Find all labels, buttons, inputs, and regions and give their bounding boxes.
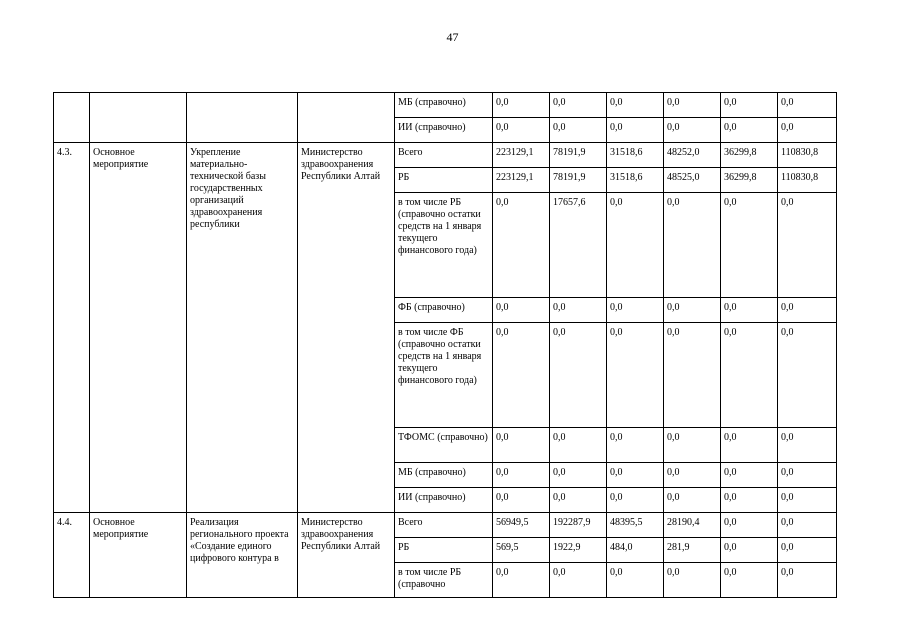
code-cell [54,93,90,143]
table-row [54,513,837,538]
value-cell: 0,0 [778,538,837,563]
value-cell: 0,0 [721,513,778,538]
value-cell: 0,0 [721,323,778,428]
value-cell: 0,0 [607,428,664,463]
value-cell: 0,0 [607,488,664,513]
type-cell [90,93,187,143]
source-cell: ФБ (справочно) [395,298,493,323]
value-cell: 0,0 [664,463,721,488]
value-cell: 0,0 [493,93,550,118]
source-cell: МБ (справочно) [395,463,493,488]
source-cell: Всего [395,143,493,168]
value-cell: 0,0 [493,193,550,298]
value-cell: 0,0 [721,538,778,563]
value-cell: 0,0 [778,488,837,513]
value-cell: 0,0 [493,323,550,428]
source-cell: МБ (справочно) [395,93,493,118]
value-cell: 0,0 [664,563,721,598]
table-row [54,93,837,118]
value-cell: 0,0 [550,323,607,428]
source-cell: Всего [395,513,493,538]
value-cell: 0,0 [721,193,778,298]
value-cell: 223129,1 [493,168,550,193]
value-cell: 0,0 [550,563,607,598]
code-cell: 4.4. [54,513,90,598]
value-cell: 0,0 [778,563,837,598]
name-cell [187,93,298,143]
source-cell: в том числе РБ (справочно [395,563,493,598]
code-cell: 4.3. [54,143,90,513]
value-cell: 0,0 [778,118,837,143]
value-cell: 0,0 [664,298,721,323]
value-cell: 0,0 [493,463,550,488]
value-cell: 0,0 [607,463,664,488]
value-cell: 0,0 [778,463,837,488]
value-cell: 0,0 [778,323,837,428]
page-number: 47 [446,30,459,44]
value-cell: 0,0 [778,298,837,323]
value-cell: 0,0 [721,298,778,323]
name-cell: Укрепление материально-технической базы государственных организаций здравоохранения республики [187,143,298,513]
value-cell: 0,0 [493,298,550,323]
value-cell: 36299,8 [721,143,778,168]
value-cell: 0,0 [493,428,550,463]
value-cell: 0,0 [721,93,778,118]
value-cell: 0,0 [778,193,837,298]
value-cell: 110830,8 [778,168,837,193]
value-cell: 569,5 [493,538,550,563]
value-cell: 0,0 [550,93,607,118]
value-cell: 484,0 [607,538,664,563]
name-cell: Реализация регионального проекта «Создание единого цифрового контура в [187,513,298,598]
source-cell: РБ [395,168,493,193]
value-cell: 0,0 [607,298,664,323]
value-cell: 0,0 [493,118,550,143]
source-cell: ИИ (справочно) [395,488,493,513]
value-cell: 0,0 [550,298,607,323]
value-cell: 48252,0 [664,143,721,168]
budget-table [53,92,837,598]
value-cell: 0,0 [607,193,664,298]
value-cell: 0,0 [721,463,778,488]
source-cell: в том числе ФБ (справочно остатки средств на 1 января текущего финансового года) [395,323,493,428]
value-cell: 78191,9 [550,168,607,193]
source-cell: ТФОМС (справочно) [395,428,493,463]
value-cell: 0,0 [721,428,778,463]
value-cell: 48525,0 [664,168,721,193]
value-cell: 78191,9 [550,143,607,168]
value-cell: 0,0 [493,488,550,513]
value-cell: 0,0 [664,118,721,143]
value-cell: 31518,6 [607,168,664,193]
value-cell: 0,0 [664,488,721,513]
value-cell: 0,0 [721,563,778,598]
value-cell: 0,0 [493,563,550,598]
executor-cell: Министерство здравоохранения Республики Алтай [298,513,395,598]
value-cell: 0,0 [778,513,837,538]
source-cell: РБ [395,538,493,563]
value-cell: 192287,9 [550,513,607,538]
value-cell: 17657,6 [550,193,607,298]
value-cell: 1922,9 [550,538,607,563]
value-cell: 0,0 [778,428,837,463]
value-cell: 36299,8 [721,168,778,193]
type-cell: Основное мероприятие [90,513,187,598]
value-cell: 0,0 [607,118,664,143]
value-cell: 0,0 [664,93,721,118]
value-cell: 0,0 [778,93,837,118]
source-cell: в том числе РБ (справочно остатки средств на 1 января текущего финансового года) [395,193,493,298]
value-cell: 0,0 [550,463,607,488]
value-cell: 281,9 [664,538,721,563]
executor-cell: Министерство здравоохранения Республики Алтай [298,143,395,513]
executor-cell [298,93,395,143]
value-cell: 0,0 [607,93,664,118]
value-cell: 0,0 [550,118,607,143]
value-cell: 0,0 [607,563,664,598]
value-cell: 223129,1 [493,143,550,168]
value-cell: 0,0 [664,323,721,428]
value-cell: 0,0 [550,488,607,513]
source-cell: ИИ (справочно) [395,118,493,143]
value-cell: 0,0 [664,428,721,463]
value-cell: 0,0 [721,118,778,143]
value-cell: 0,0 [664,193,721,298]
value-cell: 28190,4 [664,513,721,538]
value-cell: 31518,6 [607,143,664,168]
value-cell: 0,0 [550,428,607,463]
value-cell: 56949,5 [493,513,550,538]
value-cell: 48395,5 [607,513,664,538]
value-cell: 0,0 [721,488,778,513]
table-row [54,143,837,168]
type-cell: Основное мероприятие [90,143,187,513]
value-cell: 0,0 [607,323,664,428]
value-cell: 110830,8 [778,143,837,168]
